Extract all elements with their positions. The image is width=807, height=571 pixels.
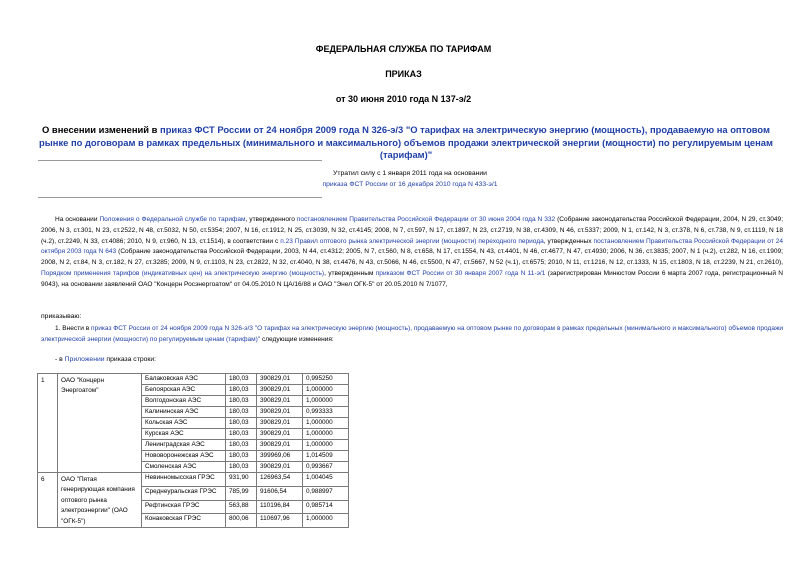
agency-name: ФЕДЕРАЛЬНАЯ СЛУЖБА ПО ТАРИФАМ xyxy=(315,44,492,54)
plant-name-cell: Невинномысская ГРЭС xyxy=(142,473,226,487)
preamble-text-2: , утвержденного xyxy=(245,216,297,223)
market-rules-p23-link[interactable]: п.23 Правил оптового рынка электрической энергии (мощности) переходного периода xyxy=(280,237,544,245)
tariff-procedure-link[interactable]: Порядком применения тарифов (индикативных цен) на электрическую энергию (мощность) xyxy=(41,269,325,277)
item-1-text-end: следующие изменения: xyxy=(260,335,334,343)
tariff-energy-cell: 180,03 xyxy=(226,440,257,451)
preamble-text-6: , утвержденным xyxy=(324,269,376,277)
preamble-text-5: (Собрание законодательства Российской Федерации, 2003, N 44, ст.4312; 2005, N 7, ст.560, N 8, ст.658, N 17, ст.1554, N 43, ст.4401, N 46, ст.4677, N 47, ст.4930; 2006, N 36, ст.3835; 2007, N 1 (ч.2), ст.282, N 16, ст.1909; 2008, N 2, ст.84, N 3, ст.182, N 27, ст.3285; 2009, N 9, ст.1103, N 23, ст.2822, N 32, ст.4040, N 38, ст.4476, N 43, ст.5066, N 46, ст.5500, N 47, ст.5667, N 52 (ч.1), ст.6575; 2010, N 11, ст.1216, N 12, ст.1333, N 15, ст.1803, N 18, ст.2239, N 21, ст.2610), xyxy=(41,248,783,267)
validity-note xyxy=(180,168,640,190)
plant-name-cell: Ленинградская АЭС xyxy=(142,440,226,451)
tariff-energy-cell: 180,03 xyxy=(226,451,257,462)
tariff-capacity-cell: 390829,01 xyxy=(257,429,303,440)
coefficient-cell: 1,014509 xyxy=(303,451,349,462)
tariff-capacity-cell: 390829,01 xyxy=(257,407,303,418)
tariff-capacity-cell: 390829,01 xyxy=(257,385,303,396)
tariff-energy-cell: 180,03 xyxy=(226,374,257,385)
tariff-capacity-cell: 390829,01 xyxy=(257,396,303,407)
plant-name-cell: Калининская АЭС xyxy=(142,407,226,418)
tariff-energy-cell: 180,03 xyxy=(226,385,257,396)
tariff-energy-cell: 563,88 xyxy=(226,500,257,514)
organization-cell: ОАО "Пятая генерирующая компания оптового рынка электроэнергии" (ОАО "ОГК-5") xyxy=(58,473,142,528)
plant-name-cell: Белоярская АЭС xyxy=(142,385,226,396)
tariff-capacity-cell: 390829,01 xyxy=(257,440,303,451)
tariff-energy-cell: 785,99 xyxy=(226,486,257,500)
tariff-table xyxy=(37,373,349,528)
government-decree-332-link[interactable]: постановлением Правительства Российской Федерации от 30 июня 2004 года N 332 xyxy=(296,216,556,223)
tariff-capacity-cell: 91606,54 xyxy=(257,486,303,500)
tariff-capacity-cell: 390829,01 xyxy=(257,374,303,385)
item-1-text: 1. Внести в xyxy=(55,325,92,332)
tariff-capacity-cell: 110697,96 xyxy=(257,514,303,528)
tariff-energy-cell: 180,03 xyxy=(226,418,257,429)
fst-order-11-link[interactable]: приказом ФСТ России от 30 января 2007 года N 11-э/1 xyxy=(375,269,546,277)
title-link[interactable]: приказ ФСТ России от 24 ноября 2009 года N 326-э/3 "О тарифах на электрическую энергию (мощность), продаваемую на оптовом рынке по договорам в рамках предельных (минимального и максимального) объемов продажи электрической энергии (мощности) по регулируемым ценам (тарифам)" xyxy=(39,124,773,160)
plant-name-cell: Смоленская АЭС xyxy=(142,462,226,473)
coefficient-cell: 1,000000 xyxy=(303,396,349,407)
tariff-capacity-cell: 110196,84 xyxy=(257,500,303,514)
coefficient-cell: 1,000000 xyxy=(303,418,349,429)
appendix-line xyxy=(55,356,156,363)
coefficient-cell: 1,004045 xyxy=(303,473,349,487)
table-row xyxy=(38,473,349,487)
preamble-text-3: (Собрание законодательства Российской Федерации, 2004, N 29, ст.3049; 2006, N 3, ст.301, N 23, ст.2522, N 48, ст.5032, N 50, ст.5354; 2007, N 16, ст.1912, N 25, ст.3039, N 32, ст.4145; 2008, N 7, ст.597, N 17, ст.1897, N 23, ст.2719, N 38, ст.4309, N 46, ст.5337; 2009, N 1, ст.142, N 3, ст.378, N 6, ст.738, N 9, ст.1119, N 18 (ч.2), ст.2249, N 33, ст.4086; 2010, N 9, ст.960, N 13, ст.1514), в соответствии с xyxy=(41,216,784,245)
coefficient-cell: 0,993667 xyxy=(303,462,349,473)
document-date-number: от 30 июня 2010 года N 137-э/2 xyxy=(335,94,472,104)
table-row xyxy=(38,374,349,385)
group-number-cell: 1 xyxy=(38,374,58,473)
validity-text: Утратил силу с 1 января 2011 года на основании xyxy=(333,170,487,177)
separator-rule xyxy=(38,160,322,161)
tariff-energy-cell: 800,06 xyxy=(226,514,257,528)
appendix-text: - в xyxy=(55,356,65,363)
plant-name-cell: Рефтинская ГРЭС xyxy=(142,500,226,514)
tariff-energy-cell: 180,03 xyxy=(226,407,257,418)
plant-name-cell: Кольская АЭС xyxy=(142,418,226,429)
plant-name-cell: Нововоронежская АЭС xyxy=(142,451,226,462)
plant-name-cell: Конаковская ГРЭС xyxy=(142,514,226,528)
plant-name-cell: Балаковская АЭС xyxy=(142,374,226,385)
government-decree-643-link[interactable]: постановлением Правительства Российской Федерации от 24 октября 2003 года N 643 xyxy=(41,237,784,256)
preamble-text-1: На основании xyxy=(55,216,100,223)
preamble-paragraph xyxy=(41,215,783,291)
coefficient-cell: 1,000000 xyxy=(303,440,349,451)
tariff-capacity-cell: 390829,01 xyxy=(257,418,303,429)
tariff-energy-cell: 931,90 xyxy=(226,473,257,487)
appendix-text-end: приказа строки: xyxy=(104,356,157,363)
plant-name-cell: Волгодонская АЭС xyxy=(142,396,226,407)
amended-order-link[interactable]: приказ ФСТ России от 24 ноября 2009 года N 326-э/3 "О тарифах на электрическую энергию (мощность), продаваемую на оптовом рынке по договорам в рамках предельных (минимального и максимального) объемов продажи электрической энергии (мощности) по регулируемым ценам (тарифам)" xyxy=(41,325,783,343)
appendix-link[interactable]: Приложении xyxy=(64,356,105,363)
order-word: приказываю: xyxy=(41,313,82,320)
coefficient-cell: 0,995250 xyxy=(303,374,349,385)
plant-name-cell: Среднеуральская ГРЭС xyxy=(142,486,226,500)
item-1-paragraph xyxy=(41,324,783,346)
tariff-energy-cell: 180,03 xyxy=(226,396,257,407)
coefficient-cell: 0,988997 xyxy=(303,486,349,500)
plant-name-cell: Курская АЭС xyxy=(142,429,226,440)
tariff-energy-cell: 180,03 xyxy=(226,429,257,440)
tariff-energy-cell: 180,03 xyxy=(226,462,257,473)
title-prefix: О внесении изменений в xyxy=(42,124,161,135)
group-number-cell: 6 xyxy=(38,473,58,528)
coefficient-cell: 1,000000 xyxy=(303,514,349,528)
tariff-capacity-cell: 390829,01 xyxy=(257,462,303,473)
document-type: ПРИКАЗ xyxy=(385,69,422,79)
coefficient-cell: 1,000000 xyxy=(303,429,349,440)
organization-cell: ОАО "Концерн Энергоатом" xyxy=(58,374,142,473)
preamble-text-7: (зарегистрирован Минюстом России 6 марта 2007 года, регистрационный N 9043), на основании заявлений ОАО "Концерн Росэнергоатом" от 04.05.2010 N ЦА/16/88 и ОАО "Энел ОГК-5" от 20.05.2010 N 7/1077, xyxy=(41,269,784,288)
coefficient-cell: 0,985714 xyxy=(303,500,349,514)
validity-link[interactable]: приказа ФСТ России от 16 декабря 2010 года N 433-э/1 xyxy=(322,181,498,188)
fst-regulation-link[interactable]: Положения о Федеральной службе по тарифам xyxy=(99,216,246,223)
coefficient-cell: 0,993333 xyxy=(303,407,349,418)
tariff-capacity-cell: 126963,54 xyxy=(257,473,303,487)
separator-rule-2 xyxy=(38,197,322,198)
tariff-capacity-cell: 399969,06 xyxy=(257,451,303,462)
coefficient-cell: 1,000000 xyxy=(303,385,349,396)
preamble-text-4: , утвержденных xyxy=(543,237,594,245)
document-title xyxy=(36,124,776,162)
